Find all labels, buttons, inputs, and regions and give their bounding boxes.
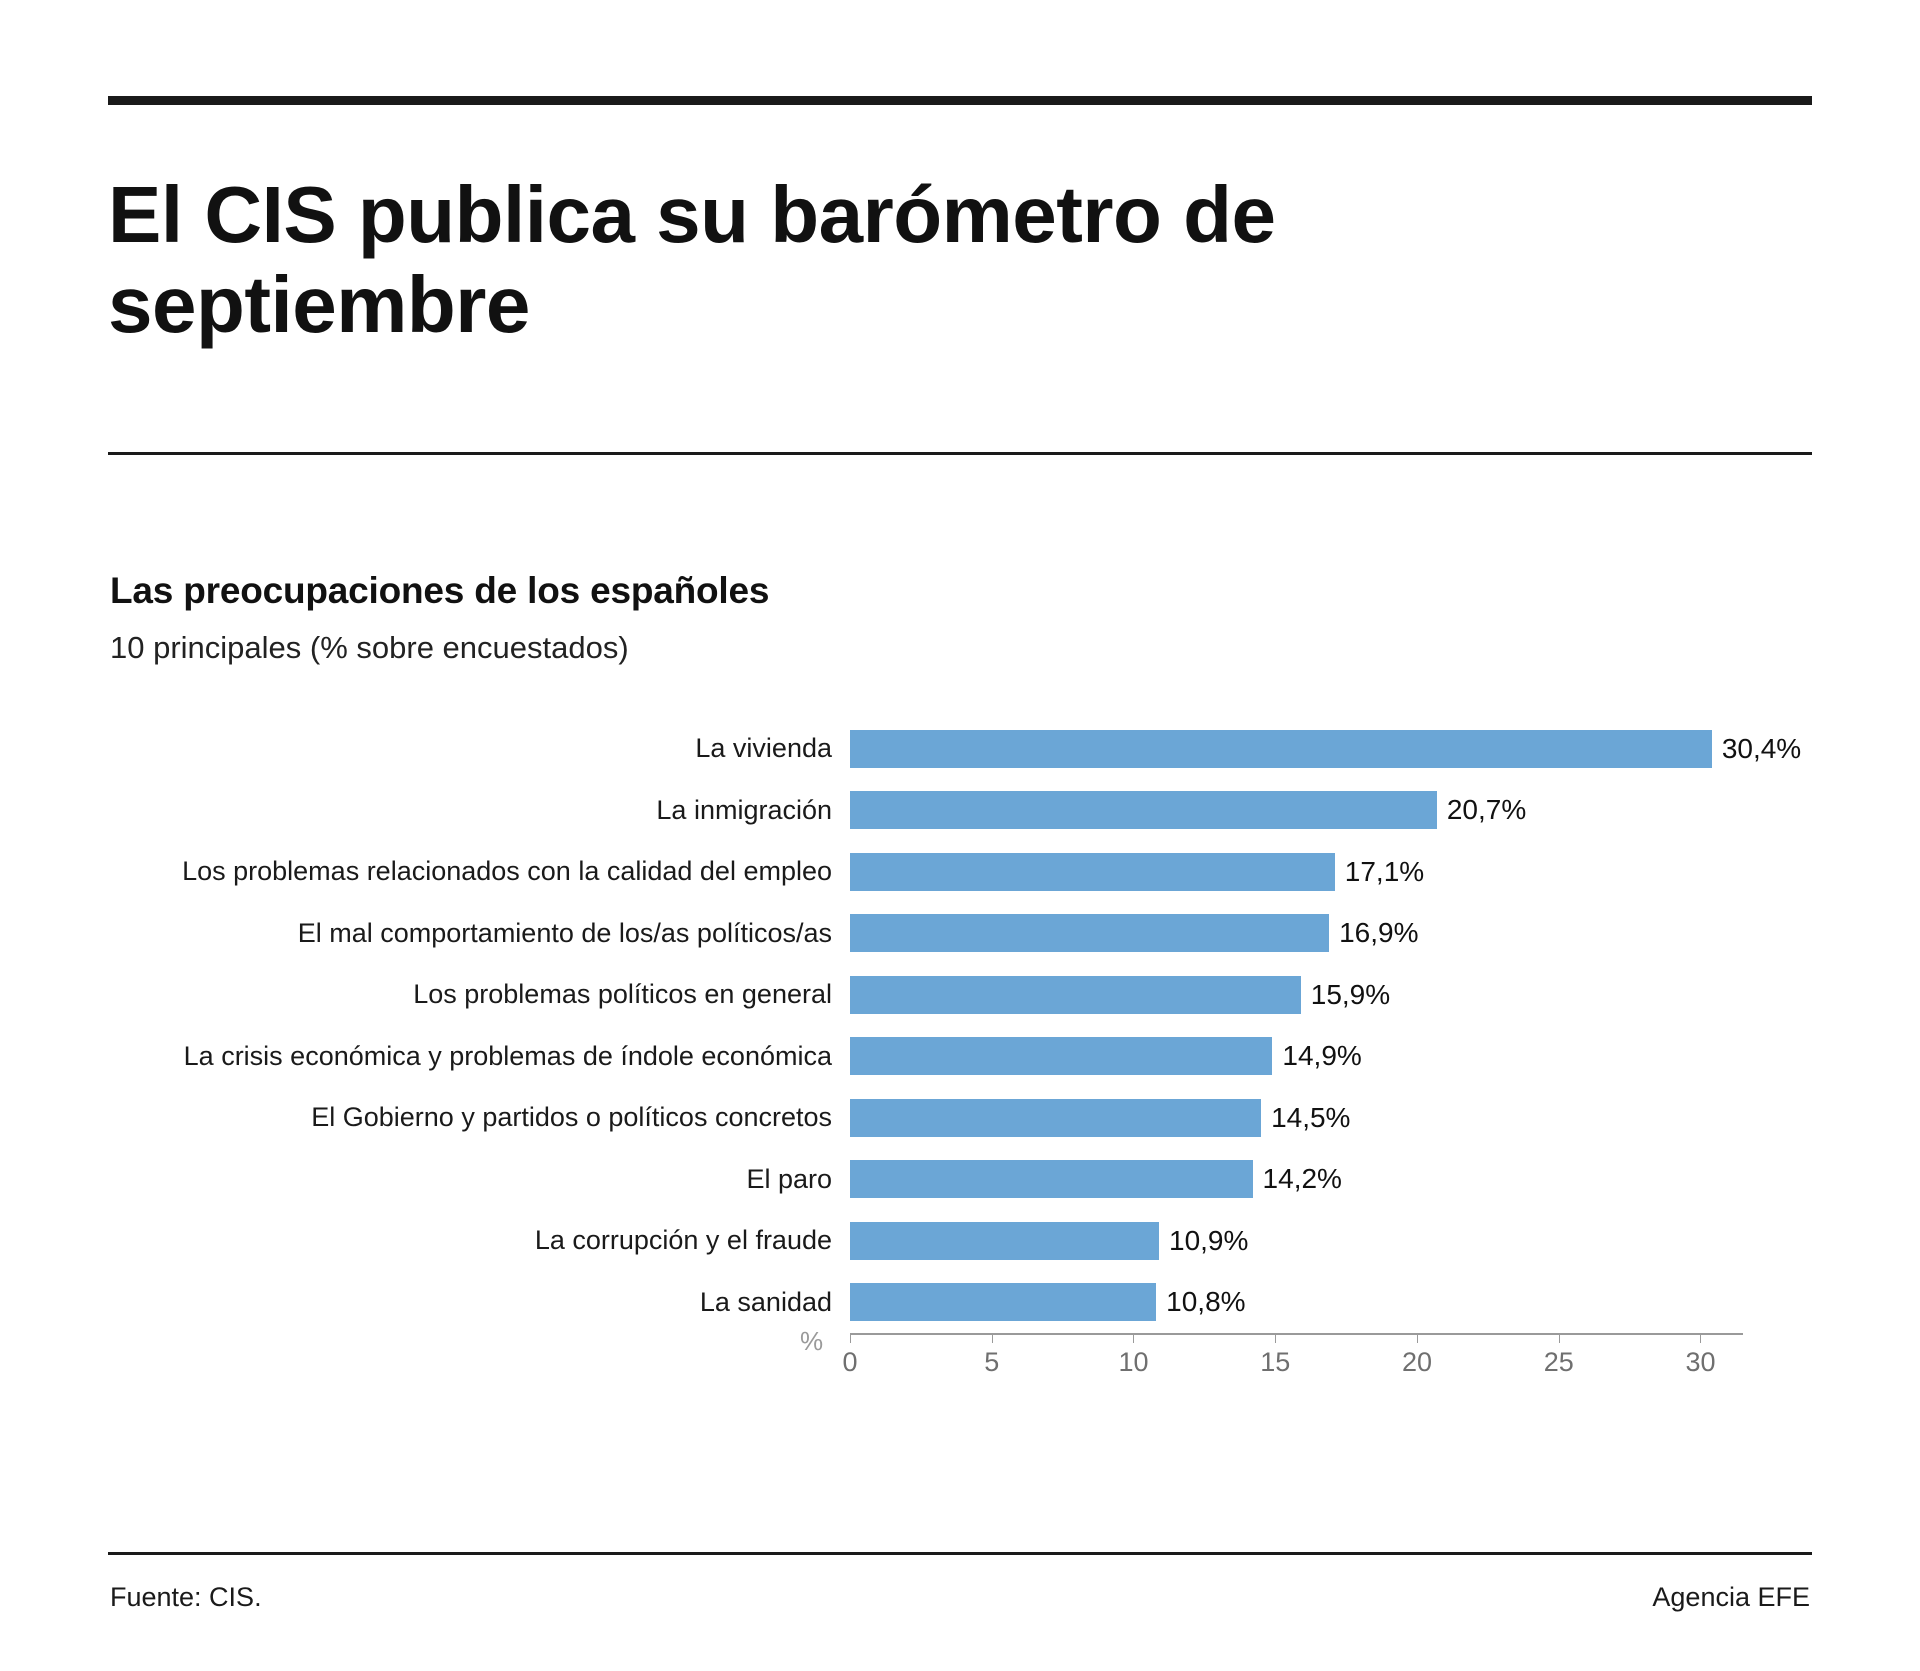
bar-value-label: 30,4% (1721, 732, 1802, 764)
bar-track (850, 1087, 1810, 1149)
bar-value-label: 20,7% (1446, 794, 1527, 826)
bar-track (850, 1026, 1810, 1088)
bar-row (110, 964, 1810, 1026)
bar-row (110, 1087, 1810, 1149)
bar-chart (110, 718, 1810, 1418)
bar-rows (110, 718, 1810, 1333)
bar (850, 1222, 1159, 1260)
bar-category-label: Los problemas políticos en general (413, 979, 832, 1010)
x-axis-tick (1133, 1333, 1134, 1343)
bar-value-label: 14,9% (1282, 1040, 1362, 1072)
bar-value-label: 17,1% (1344, 855, 1425, 887)
bar-value-label: 14,2% (1262, 1163, 1342, 1195)
bar-row (110, 780, 1810, 842)
x-axis-tick (1700, 1333, 1701, 1343)
x-axis-tick-label: 0 (842, 1347, 858, 1377)
bar-category-label: El Gobierno y partidos o políticos concretos (311, 1102, 832, 1133)
bar-category-label: La corrupción y el fraude (534, 1225, 832, 1256)
bar-track (850, 780, 1810, 842)
x-axis-tick-label: 25 (1543, 1347, 1574, 1377)
bar (850, 853, 1335, 891)
bar-track (850, 964, 1810, 1026)
x-axis-tick-label: 5 (984, 1347, 1000, 1377)
bar-row (110, 1272, 1810, 1334)
bar-track (850, 1210, 1810, 1272)
bar (850, 1037, 1272, 1075)
x-axis-tick-label: 15 (1260, 1347, 1291, 1377)
bar-category-label: El paro (746, 1163, 832, 1194)
footer-divider (108, 1552, 1812, 1555)
bar-track (850, 841, 1810, 903)
x-axis-tick-label: 20 (1401, 1347, 1432, 1377)
bar-row (110, 903, 1810, 965)
x-axis-tick (1417, 1333, 1418, 1343)
bar-track (850, 903, 1810, 965)
bar-category-label: La inmigración (656, 794, 832, 825)
top-rule-divider (108, 96, 1812, 105)
bar (850, 914, 1329, 952)
chart-title: Las preocupaciones de los españoles (110, 570, 770, 611)
agency-credit: Agencia EFE (1652, 1582, 1810, 1612)
chart-subtitle: 10 principales (% sobre encuestados) (110, 630, 629, 665)
x-axis-line (850, 1333, 1743, 1335)
bar-value-label: 10,9% (1169, 1224, 1249, 1256)
bar-value-label: 15,9% (1310, 978, 1391, 1010)
bar-track (850, 718, 1810, 780)
x-axis-tick-label: 10 (1118, 1347, 1149, 1377)
bar-category-label: El mal comportamiento de los/as políticos/as (297, 917, 832, 948)
bar-row (110, 1149, 1810, 1211)
x-axis (842, 1333, 1810, 1413)
header-divider (108, 452, 1812, 455)
x-axis-tick (1275, 1333, 1276, 1343)
bar-track (850, 1272, 1810, 1334)
bar (850, 791, 1437, 829)
page-title: El CIS publica su barómetro de septiembre (108, 170, 1276, 349)
x-axis-tick (850, 1333, 851, 1343)
bar-track (850, 1149, 1810, 1211)
bar (850, 976, 1301, 1014)
bar (850, 1160, 1253, 1198)
bar (850, 730, 1712, 768)
bar-value-label: 10,8% (1166, 1286, 1246, 1318)
bar-row (110, 841, 1810, 903)
axis-unit-label: % (800, 1326, 824, 1356)
bar-category-label: La crisis económica y problemas de índole económica (183, 1040, 832, 1071)
bar-row (110, 718, 1810, 780)
bar-category-label: La vivienda (695, 733, 832, 764)
bar (850, 1099, 1261, 1137)
x-axis-tick-label: 30 (1685, 1347, 1716, 1377)
source-note: Fuente: CIS. (110, 1582, 262, 1612)
bar (850, 1283, 1156, 1321)
bar-value-label: 16,9% (1339, 917, 1419, 949)
bar-row (110, 1026, 1810, 1088)
bar-row (110, 1210, 1810, 1272)
bar-category-label: La sanidad (699, 1286, 832, 1317)
bar-value-label: 14,5% (1271, 1101, 1351, 1133)
x-axis-tick (992, 1333, 993, 1343)
x-axis-tick (1559, 1333, 1560, 1343)
bar-category-label: Los problemas relacionados con la calidad del empleo (182, 856, 832, 887)
